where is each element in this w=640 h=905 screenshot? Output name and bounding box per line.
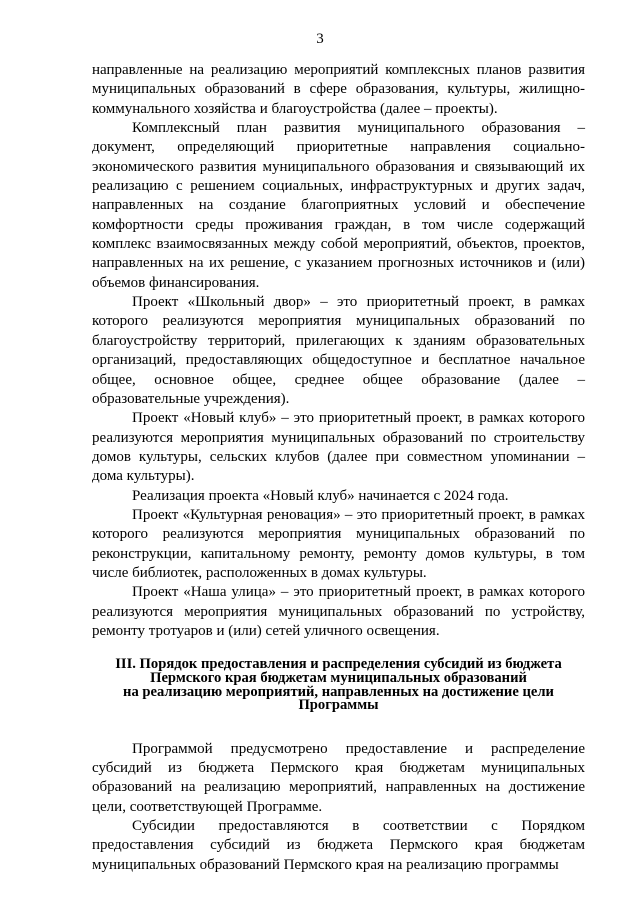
- section-heading: [92, 658, 585, 712]
- paragraph-subsidies-order: Субсидии предоставляются в соответствии с Порядком предоставления субсидий из бюджета Пермского края бюджетам муниципальных образований Пермского края на реализацию программы: [92, 818, 585, 873]
- document-body: [92, 61, 585, 875]
- paragraph-continuation: направленные на реализацию мероприятий комплексных планов развития муниципальных образований в сфере образования, культуры, жилищно-коммунального хозяйства и благоустройства (далее – проекты).: [92, 62, 585, 117]
- page-number: 3: [316, 31, 324, 47]
- paragraph-our-street: Проект «Наша улица» – это приоритетный проект, в рамках которого реализуются мероприятия муниципальных образований по устройству, ремонту тротуаров и (или) сетей уличного освещения.: [92, 584, 585, 639]
- paragraph-new-club: Проект «Новый клуб» – это приоритетный проект, в рамках которого реализуются мероприятия муниципальных образований по строительству домов культуры, сельских клубов (далее при совместном упоминании – дома культуры).: [92, 410, 585, 485]
- paragraph-new-club-start: Реализация проекта «Новый клуб» начинается с 2024 года.: [132, 487, 509, 504]
- paragraph-complex-plan: Комплексный план развития муниципального образования – документ, определяющий приоритетные направления социально-экономического развития муниципального образования и связывающий их реализацию с решением социальных, инфраструктурных и других задач, направленных на создание благоприятных условий и обеспечение комфортности среды проживания граждан, в том числе содержащий комплекс взаимосвязанных между собой мероприятий, объектов, проектов, направленных на их решение, с указанием прогнозных источников и (или) объемов финансирования.: [92, 120, 585, 291]
- paragraph-school-yard: Проект «Школьный двор» – это приоритетный проект, в рамках которого реализуются мероприятия муниципальных образований по благоустройству территорий, прилегающих к зданиям образовательных организаций, предоставляющих общедоступное и бесплатное начальное общее, основное общее, среднее общее образование (далее – образовательные учреждения).: [92, 294, 585, 407]
- paragraph-program-provision: Программой предусмотрено предоставление и распределение субсидий из бюджета Пермского края бюджетам муниципальных образований на реализацию мероприятий, направленных на достижение цели, соответствующей Программе.: [92, 740, 585, 815]
- paragraph-cultural-renovation: Проект «Культурная реновация» – это приоритетный проект, в рамках которого реализуются мероприятия муниципальных образований по реконструкции, капитальному ремонту, ремонту домов культуры, в том числе библиотек, расположенных в домах культуры.: [92, 506, 585, 581]
- section-heading-line: Пермского края бюджетам муниципальных образований: [150, 669, 527, 686]
- section-heading-line: Программы: [298, 697, 379, 714]
- section-heading-line: III. Порядок предоставления и распределения субсидий из бюджета: [115, 656, 562, 673]
- section-heading-line: на реализацию мероприятий, направленных на достижение цели: [123, 683, 554, 700]
